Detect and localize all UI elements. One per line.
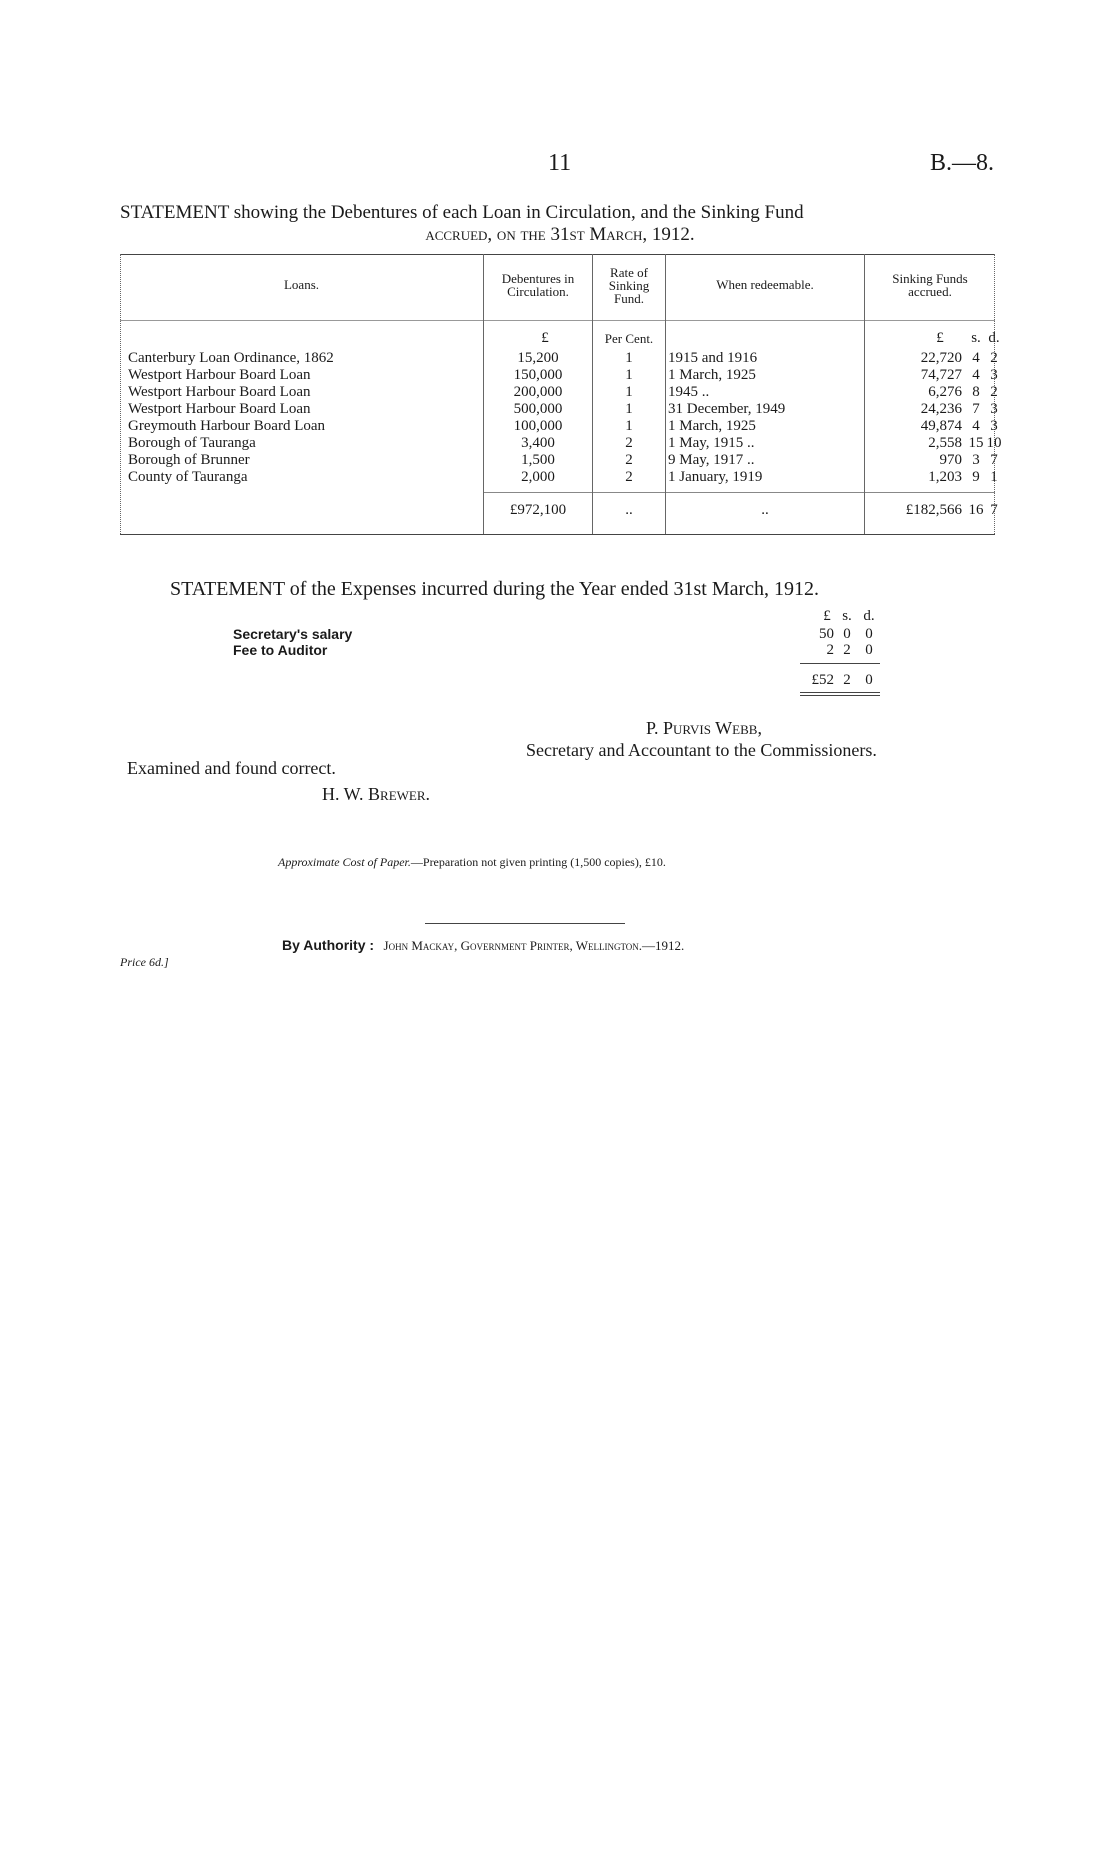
redeemable-value: 9 May, 1917 .. (668, 452, 755, 468)
rate-value: 1 (625, 367, 633, 383)
redeemable-value: 1945 .. (668, 384, 710, 400)
debentures-value: 2,000 (521, 469, 555, 485)
sinking-pounds: 6,276 (928, 384, 962, 400)
auditor-note: Examined and found correct. (127, 758, 336, 778)
total-pounds: £182,566 (905, 502, 962, 518)
sinking-shillings: 9 (972, 469, 980, 485)
page-number: 11 (548, 150, 572, 176)
table-row (120, 367, 998, 384)
debentures-value: 500,000 (513, 401, 563, 417)
sinking-pounds: 49,874 (920, 418, 962, 434)
loan-name: Canterbury Loan Ordinance, 1862 (128, 350, 334, 366)
expenses-pence-unit: d. (863, 608, 875, 624)
total-debentures: £972,100 (509, 502, 567, 518)
sinking-pence: 3 (990, 418, 998, 434)
expense-pounds: 2 (826, 642, 834, 658)
redeemable-value: 1915 and 1916 (668, 350, 758, 366)
rate-value: 1 (625, 384, 633, 400)
col-header-when: When redeemable. (716, 277, 814, 292)
table-row (120, 350, 998, 367)
total-rule (483, 492, 995, 493)
col-header-rate: Rate of Sinking Fund. (608, 265, 650, 306)
loans-title-line2: accrued, on the 31st March, 1912. (425, 224, 695, 245)
cost-note-text: —Preparation not given printing (1,500 copies), £10. (410, 855, 666, 869)
total-shillings: 16 (968, 502, 984, 518)
sinking-pence: 1 (990, 469, 998, 485)
expense-pence: 0 (865, 642, 873, 658)
signatory-name: P. Purvis Webb, (646, 718, 762, 738)
expenses-rule (800, 663, 880, 664)
authority-line (282, 937, 684, 955)
rate-unit: Per Cent. (604, 331, 654, 346)
sinking-shillings: 3 (972, 452, 980, 468)
loan-name: Borough of Tauranga (128, 435, 256, 451)
total-pence: 7 (990, 502, 998, 518)
table-row (120, 452, 998, 469)
expense-shillings: 2 (843, 642, 851, 658)
expense-label: Fee to Auditor (233, 642, 328, 658)
expense-label: Secretary's salary (233, 626, 353, 642)
expenses-double-rule-1 (800, 692, 880, 693)
redeemable-value: 1 March, 1925 (668, 418, 756, 434)
price-note: Price 6d.] (120, 955, 169, 969)
rate-value: 2 (625, 435, 633, 451)
units-row (120, 330, 1000, 347)
redeemable-value: 31 December, 1949 (668, 401, 786, 417)
rate-value: 1 (625, 401, 633, 417)
sinking-pence: 2 (990, 350, 998, 366)
totals-row (120, 502, 998, 519)
cost-note-label: Approximate Cost of Paper. (278, 855, 411, 869)
col-header-sinking: Sinking Funds accrued. (892, 271, 968, 299)
sinking-shillings: 4 (972, 418, 980, 434)
expenses-shillings-unit: s. (842, 608, 852, 624)
rate-value: 1 (625, 418, 633, 434)
signatory-title: Secretary and Accountant to the Commissioners. (526, 740, 877, 760)
expenses-double-rule-2 (800, 695, 880, 696)
loan-name: Greymouth Harbour Board Loan (128, 418, 326, 434)
sinking-pounds: 970 (939, 452, 962, 468)
table-row (120, 401, 998, 418)
footer-rule (425, 923, 625, 924)
sinking-shillings: 7 (972, 401, 980, 417)
expenses-statement-title: STATEMENT of the Expenses incurred during the Year ended 31st March, 1912. (170, 578, 820, 600)
sinking-shillings: 8 (972, 384, 980, 400)
loan-name: Westport Harbour Board Loan (128, 367, 311, 383)
sinking-pence: 7 (990, 452, 998, 468)
sinking-pence: 3 (990, 367, 998, 383)
loans-statement-title (120, 202, 1000, 246)
debentures-value: 3,400 (521, 435, 555, 451)
rate-value: 2 (625, 469, 633, 485)
cost-note (278, 855, 666, 870)
expenses-total-pounds: £52 (811, 672, 834, 688)
sinking-pounds: 22,720 (920, 350, 962, 366)
authority-label: By Authority : (282, 937, 375, 953)
debentures-value: 15,200 (517, 350, 559, 366)
debentures-value: 100,000 (513, 418, 563, 434)
pence-unit: d. (988, 330, 1000, 346)
pounds-unit: £ (936, 330, 944, 346)
expense-pence: 0 (865, 626, 873, 642)
table-row (120, 384, 998, 401)
sinking-pounds: 1,203 (928, 469, 962, 485)
sinking-shillings: 4 (972, 350, 980, 366)
auditor-name: H. W. Brewer. (322, 784, 431, 804)
sinking-pence: 10 (986, 435, 1002, 451)
total-when: .. (761, 502, 769, 518)
expenses-total-pence: 0 (865, 672, 873, 688)
table-row (120, 435, 1002, 452)
total-rate: .. (625, 502, 633, 518)
table-row (120, 469, 998, 486)
col-header-loans: Loans. (283, 277, 320, 292)
rate-value: 2 (625, 452, 633, 468)
redeemable-value: 1 March, 1925 (668, 367, 756, 383)
expenses-pounds-unit: £ (823, 608, 831, 624)
printer-name: John Mackay, Government Printer, Wellington.—1912. (383, 938, 685, 953)
expense-shillings: 0 (843, 626, 851, 642)
document-reference: B.—8. (930, 150, 995, 176)
rate-value: 1 (625, 350, 633, 366)
debentures-unit: £ (541, 330, 549, 346)
loan-name: Westport Harbour Board Loan (128, 384, 311, 400)
debentures-value: 150,000 (513, 367, 563, 383)
loans-table (120, 254, 1002, 544)
debentures-value: 200,000 (513, 384, 563, 400)
loan-name: County of Tauranga (128, 469, 248, 485)
expenses-total-shillings: 2 (843, 672, 851, 688)
sinking-pence: 3 (990, 401, 998, 417)
sinking-shillings: 15 (968, 435, 984, 451)
table-bottom-rule (120, 534, 995, 535)
loan-name: Westport Harbour Board Loan (128, 401, 311, 417)
loans-title-line1: STATEMENT showing the Debentures of each Loan in Circulation, and the Sinking Fund (120, 202, 804, 223)
loan-name: Borough of Brunner (128, 452, 250, 468)
col-header-debentures: Debentures in Circulation. (501, 271, 575, 299)
redeemable-value: 1 January, 1919 (668, 469, 763, 485)
sinking-pence: 2 (990, 384, 998, 400)
redeemable-value: 1 May, 1915 .. (668, 435, 755, 451)
table-row (120, 418, 998, 435)
shillings-unit: s. (971, 330, 981, 346)
sinking-pounds: 74,727 (920, 367, 962, 383)
sinking-shillings: 4 (972, 367, 980, 383)
debentures-value: 1,500 (521, 452, 555, 468)
sinking-pounds: 24,236 (920, 401, 962, 417)
expense-pounds: 50 (819, 626, 834, 642)
sinking-pounds: 2,558 (928, 435, 962, 451)
